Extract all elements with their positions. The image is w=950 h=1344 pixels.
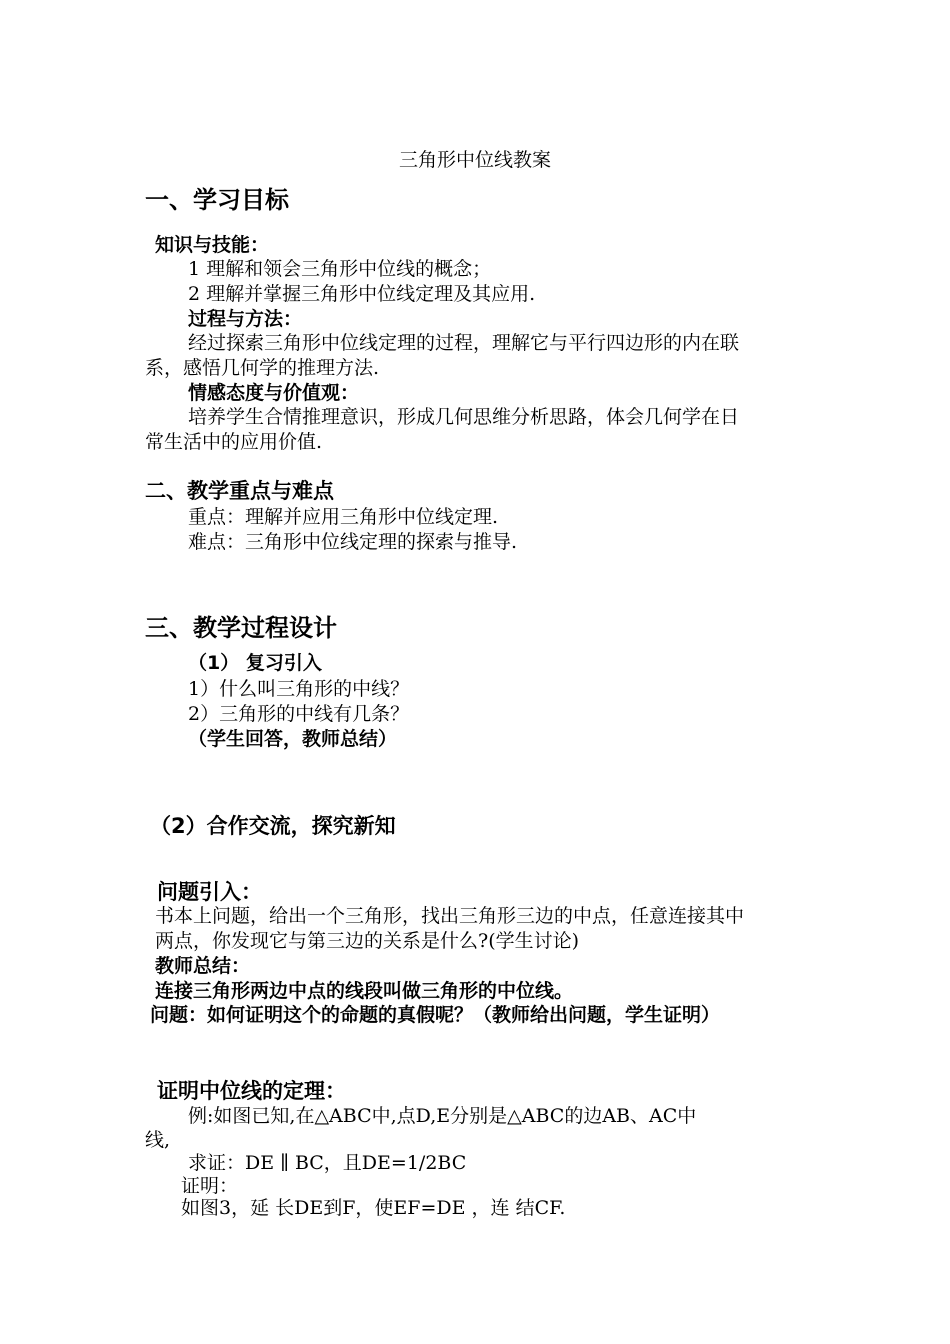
teacher-summary-label: 教师总结： [155, 955, 251, 977]
review-question-2: 2）三角形的中线有几条？ [188, 703, 410, 725]
knowledge-item-2: 2 理解并掌握三角形中位线定理及其应用. [188, 283, 536, 305]
section-1-heading: 一、学习目标 [145, 186, 289, 214]
process-text-1: 经过探索三角形中位线定理的过程，理解它与平行四边形的内在联 [188, 332, 740, 354]
knowledge-item-1: 1 理解和领会三角形中位线的概念； [188, 258, 492, 280]
example-text-1: 例:如图已知,在△ABC中,点D,E分别是△ABC的边AB、AC中 [188, 1105, 697, 1127]
prove-statement: 求证：DE ∥ BC，且DE=1/2BC [188, 1152, 467, 1174]
key-point: 重点：理解并应用三角形中位线定理. [188, 506, 499, 528]
review-answer-note: （学生回答，教师总结） [188, 728, 398, 750]
emotion-text-1: 培养学生合情推理意识，形成几何思维分析思路，体会几何学在日 [188, 406, 740, 428]
problem-intro-label: 问题引入： [157, 880, 262, 904]
proof-step-1: 如图3，延 长DE到F，使EF=DE ，连 结CF. [181, 1197, 566, 1219]
step-2-heading: （2）合作交流，探究新知 [150, 814, 396, 838]
process-text-2: 系，感悟几何学的推理方法. [145, 357, 380, 379]
review-question-1: 1）什么叫三角形的中线？ [188, 678, 410, 700]
problem-intro-text-1: 书本上问题，给出一个三角形，找出三角形三边的中点，任意连接其中 [155, 905, 745, 927]
proof-label: 证明： [181, 1175, 239, 1197]
difficulty-point: 难点：三角形中位线定理的探索与推导. [188, 531, 518, 553]
document-title: 三角形中位线教案 [398, 149, 551, 171]
emotion-text-2: 常生活中的应用价值. [145, 431, 323, 453]
section-3-heading: 三、教学过程设计 [145, 614, 337, 642]
emotion-label: 情感态度与价值观： [188, 382, 360, 404]
proof-heading: 证明中位线的定理： [157, 1079, 346, 1103]
knowledge-label: 知识与技能： [155, 234, 270, 256]
example-text-2: 线, [145, 1129, 171, 1151]
teacher-summary-text: 连接三角形两边中点的线段叫做三角形的中位线。 [155, 980, 574, 1002]
proof-question: 问题：如何证明这个的命题的真假呢？（教师给出问题，学生证明） [150, 1004, 721, 1026]
step-1-heading: （1） 复习引入 [188, 652, 322, 674]
problem-intro-text-2: 两点，你发现它与第三边的关系是什么?(学生讨论) [155, 930, 580, 952]
process-label: 过程与方法： [188, 308, 303, 330]
section-2-heading: 二、教学重点与难点 [145, 479, 334, 503]
